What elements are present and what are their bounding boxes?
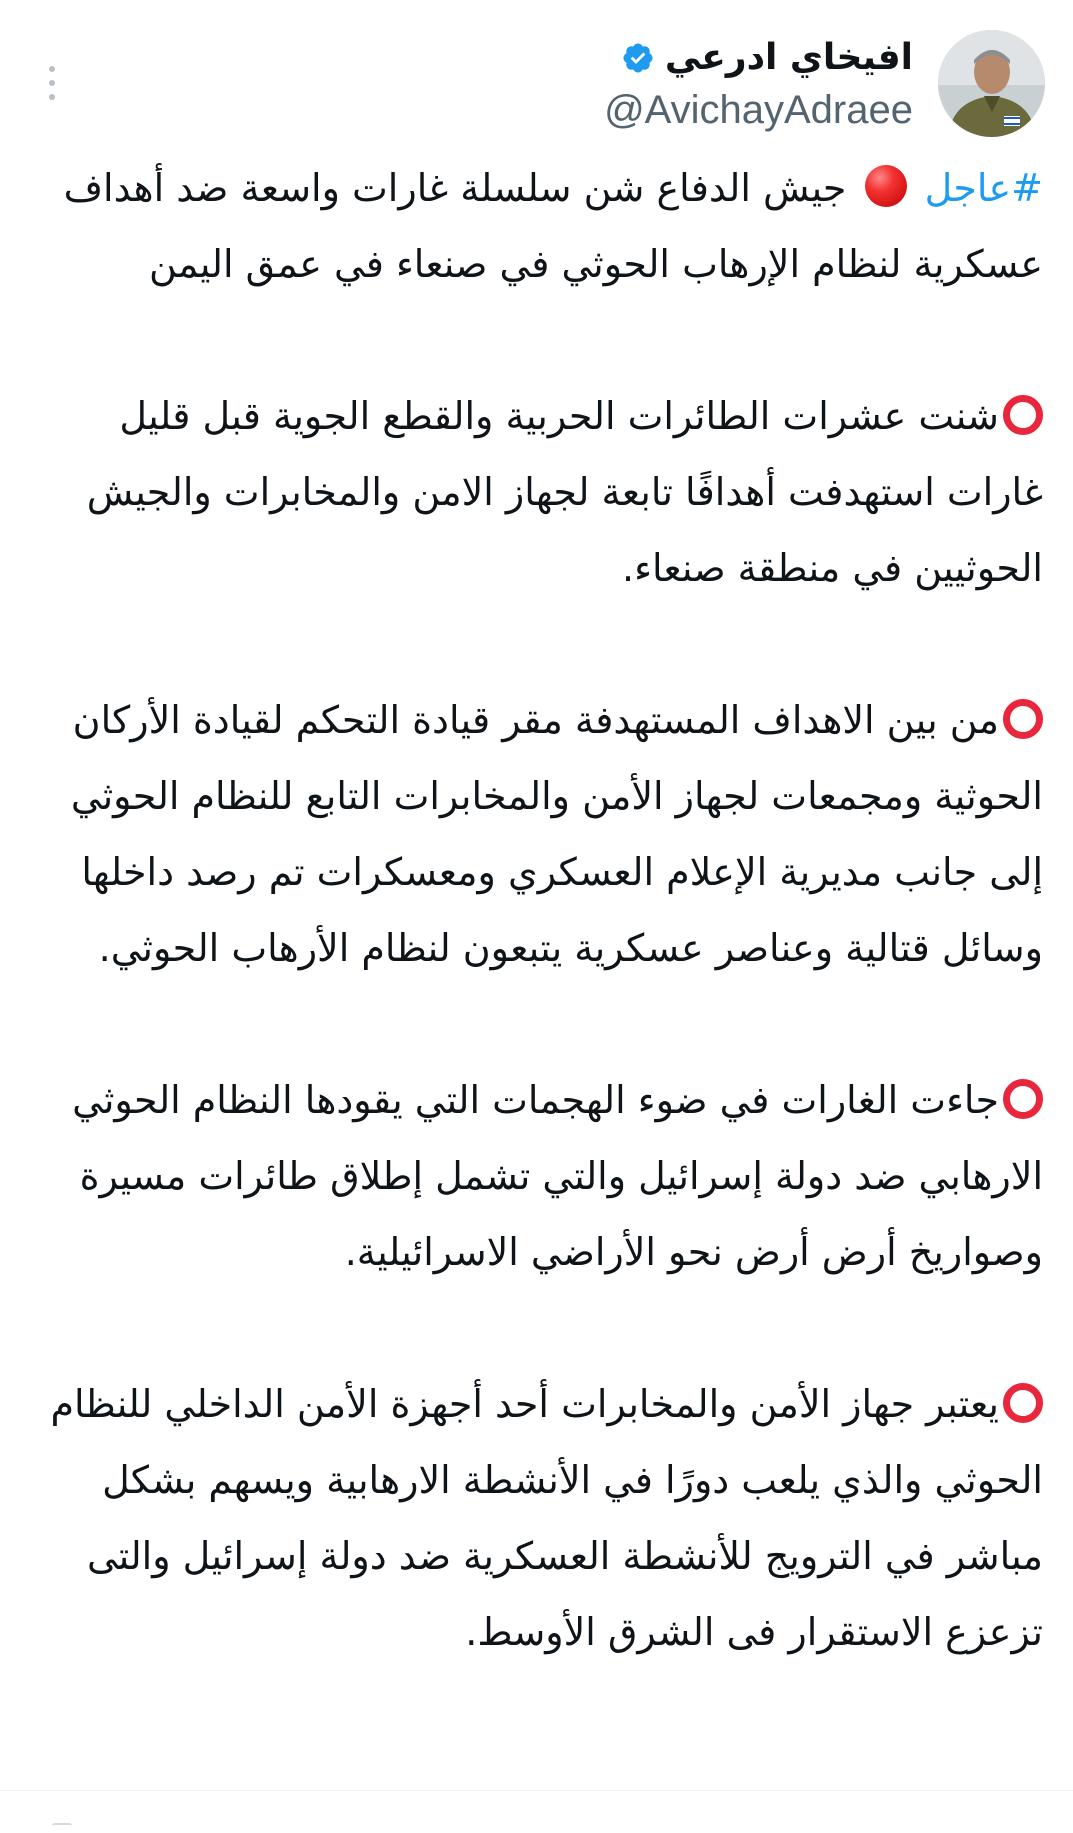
paragraph-text: جاءت الغارات في ضوء الهجمات التي يقودها النظام الحوثي الارهابي ضد دولة إسرائيل والتي تشمل إطلاق طائرات مسيرة وصواريخ أرض أرض نحو الأراضي الاسرائيلية.: [72, 1078, 1043, 1274]
hollow-red-circle-icon: [1003, 699, 1043, 739]
paragraph-4: [38, 1366, 1043, 1670]
tweet-text: [38, 150, 1043, 1746]
author-handle[interactable]: @AvichayAdraee: [604, 88, 913, 132]
avatar-image: [938, 30, 1045, 137]
hollow-red-circle-icon: [1003, 1079, 1043, 1119]
author-identity[interactable]: [604, 34, 913, 136]
more-options-button[interactable]: [38, 58, 66, 108]
paragraph-text: من بين الاهداف المستهدفة مقر قيادة التحكم لقيادة الأركان الحوثية ومجمعات لجهاز الأمن والمخابرات التابع للنظام الحوثي إلى جانب مديرية الإعلام العسكري ومعسكرات تم رصد داخلها وسائل قتالية وعناصر عسكرية يتبعون لنظام الأرهاب الحوثي.: [70, 698, 1043, 970]
avatar[interactable]: [938, 30, 1045, 137]
hollow-red-circle-icon: [1003, 1383, 1043, 1423]
more-vertical-icon-dot: [49, 80, 55, 86]
paragraph-3: [38, 1062, 1043, 1290]
paragraph-text: شنت عشرات الطائرات الحربية والقطع الجوية قبل قليل غارات استهدفت أهدافًا تابعة لجهاز الامن والمخابرات والجيش الحوثيين في منطقة صنعاء.: [86, 394, 1043, 590]
paragraph-2: [38, 682, 1043, 986]
paragraph-1: [38, 378, 1043, 606]
bottom-action-hint: [52, 1823, 72, 1829]
more-vertical-icon-dot: [49, 94, 55, 100]
red-circle-icon: [865, 165, 907, 207]
paragraph-text: يعتبر جهاز الأمن والمخابرات أحد أجهزة الأمن الداخلي للنظام الحوثي والذي يلعب دورًا في الأنشطة الارهابية ويسهم بشكل مباشر في الترويج للأنشطة العسكرية ضد دولة إسرائيل والتى تزعزع الاستقرار فى الشرق الأوسط.: [50, 1382, 1043, 1654]
verified-badge-icon: [621, 41, 655, 75]
author-display-name[interactable]: افيخاي ادرعي: [664, 37, 913, 78]
hashtag-link[interactable]: #عاجل: [924, 166, 1043, 210]
intro-text: جيش الدفاع شن سلسلة غارات واسعة ضد أهداف عسكرية لنظام الإرهاب الحوثي في صنعاء في عمق اليمن: [63, 166, 1043, 286]
tweet-header: [0, 30, 1073, 150]
more-vertical-icon: [49, 66, 55, 72]
tweet-intro: [38, 150, 1043, 302]
hollow-red-circle-icon: [1003, 395, 1043, 435]
divider: [0, 1790, 1073, 1791]
author-name-row: [604, 34, 913, 82]
